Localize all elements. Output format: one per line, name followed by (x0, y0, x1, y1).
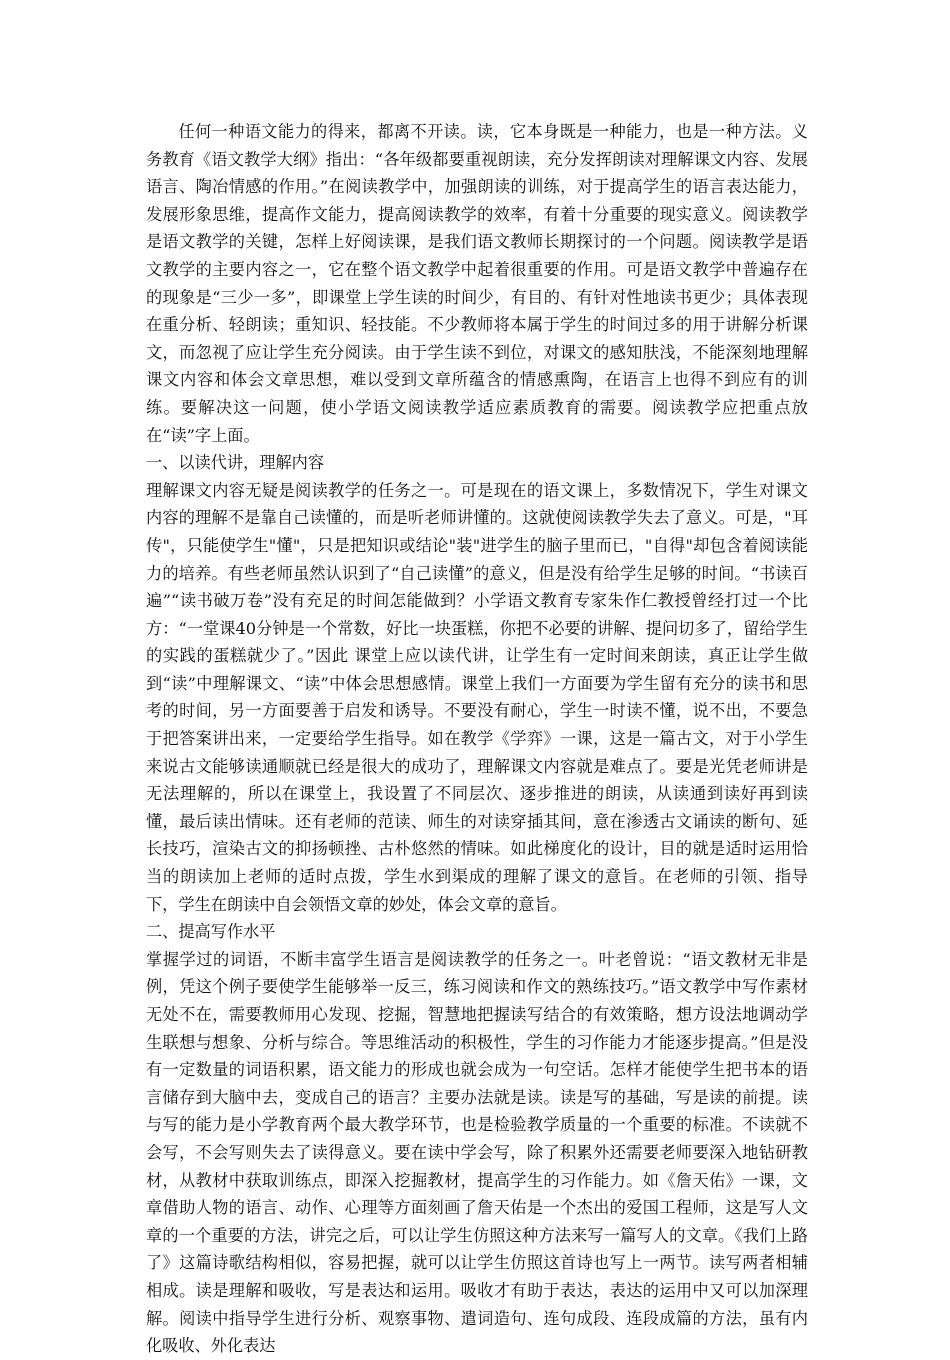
section-2-paragraph: 掌握学过的词语，不断丰富学生语言是阅读教学的任务之一。叶老曾说：“语文教材无非是例，凭这个例子要使学生能够举一反三，练习阅读和作文的熟练技巧。”语文教学中写作素材无处不在，需要教师用心发现、挖掘，智慧地把握读写结合的有效策略，想方设法地调动学生联想与想象、分析与综合。等思维活动的积极性，学生的习作能力才能逐步提高。”但是没有一定数量的词语积累，语文能力的形成也就会成为一句空话。怎样才能使学生把书本的语言储存到大脑中去，变成自己的语言？主要办法就是读。读是写的基础，写是读的前提。读与写的能力是小学教育两个最大教学环节，也是检验教学质量的一个重要的标准。不读就不会写，不会写则失去了读得意义。要在读中学会写，除了积累外还需要老师要深入地钻研教材，从教材中获取训练点，即深入挖掘教材，提高学生的习作能力。如《詹天佑》一课，文章借助人物的语言、动作、心理等方面刻画了詹天佑是一个杰出的爱国工程师，这是写人文章的一个重要的方法，讲完之后，可以让学生仿照这种方法来写一篇写人的文章。《我们上路了》这篇诗歌结构相似，容易把握，就可以让学生仿照这首诗也写上一两节。读写两者相辅相成。读是理解和吸收，写是表达和运用。吸收才有助于表达，表达的运用中又可以加深理解。阅读中指导学生进行分析、观察事物、遣词造句、连句成段、连段成篇的方法，虽有内化吸收、外化表达 (146, 949, 808, 1356)
section-1-paragraph: 理解课文内容无疑是阅读教学的任务之一。可是现在的语文课上，多数情况下，学生对课文内容的理解不是靠自己读懂的，而是听老师讲懂的。这就使阅读教学失去了意义。可是，"耳传"，只能使学生"懂"，只是把知识或结论"装"进学生的脑子里而已，"自得"却包含着阅读能力的培养。有些老师虽然认识到了“自己读懂”的意义，但是没有给学生足够的时间。“书读百遍”“读书破万卷”没有充足的时间怎能做到？小学语文教育专家朱作仁教授曾经打过一个比方：“一堂课40分钟是一个常数，好比一块蛋糕，你把不必要的讲解、提问切多了，留给学生的实践的蛋糕就少了。”因此 课堂上应以读代讲，让学生有一定时间来朗读，真正让学生做到“读”中理解课文、“读”中体会思想感情。课堂上我们一方面要为学生留有充分的读书和思考的时间，另一方面要善于启发和诱导。不要没有耐心，学生一时读不懂，说不出，不要急于把答案讲出来，一定要给学生指导。如在教学《学弈》一课，这是一篇古文，对于小学生来说古文能够读通顺就已经是很大的成功了，理解课文内容就是难点了。要是光凭老师讲是无法理解的，所以在课堂上，我设置了不同层次、逐步推进的朗读，从读通到读好再到读懂，最后读出情味。还有老师的范读、师生的对读穿插其间，意在渗透古文诵读的断句、延长技巧，渲染古文的抑扬顿挫、古朴悠然的情味。如此梯度化的设计，目的就是适时运用恰当的朗读加上老师的适时点拨，学生水到渠成的理解了课文的意旨。在老师的引领、指导下，学生在朗读中自会领悟文章的妙处，体会文章的意旨。 (146, 480, 808, 914)
document-page (146, 118, 808, 1360)
intro-paragraph: 任何一种语文能力的得来，都离不开读。读，它本身既是一种能力，也是一种方法。义务教育《语文教学大纲》指出：“各年级都要重视朗读，充分发挥朗读对理解课文内容、发展语言、陶冶情感的作用。”在阅读教学中，加强朗读的训练，对于提高学生的语言表达能力，发展形象思维，提高作文能力，提高阅读教学的效率，有着十分重要的现实意义。阅读教学是语文教学的关键，怎样上好阅读课，是我们语文教师长期探讨的一个问题。阅读教学是语文教学的主要内容之一，它在整个语文教学中起着很重要的作用。可是语文教学中普遍存在的现象是“三少一多”，即课堂上学生读的时间少，有目的、有针对性地读书更少；具体表现在重分析、轻朗读；重知识、轻技能。不少教师将本属于学生的时间过多的用于讲解分析课文，而忽视了应让学生充分阅读。由于学生读不到位，对课文的感知肤浅，不能深刻地理解课文内容和体会文章思想，难以受到文章所蕴含的情感熏陶，在语言上也得不到应有的训练。要解决这一问题，使小学语文阅读教学适应素质教育的需要。阅读教学应把重点放在“读”字上面。 (146, 122, 808, 445)
section-heading-1: 一、以读代讲，理解内容 (146, 453, 325, 473)
section-heading-2: 二、提高写作水平 (146, 922, 276, 942)
